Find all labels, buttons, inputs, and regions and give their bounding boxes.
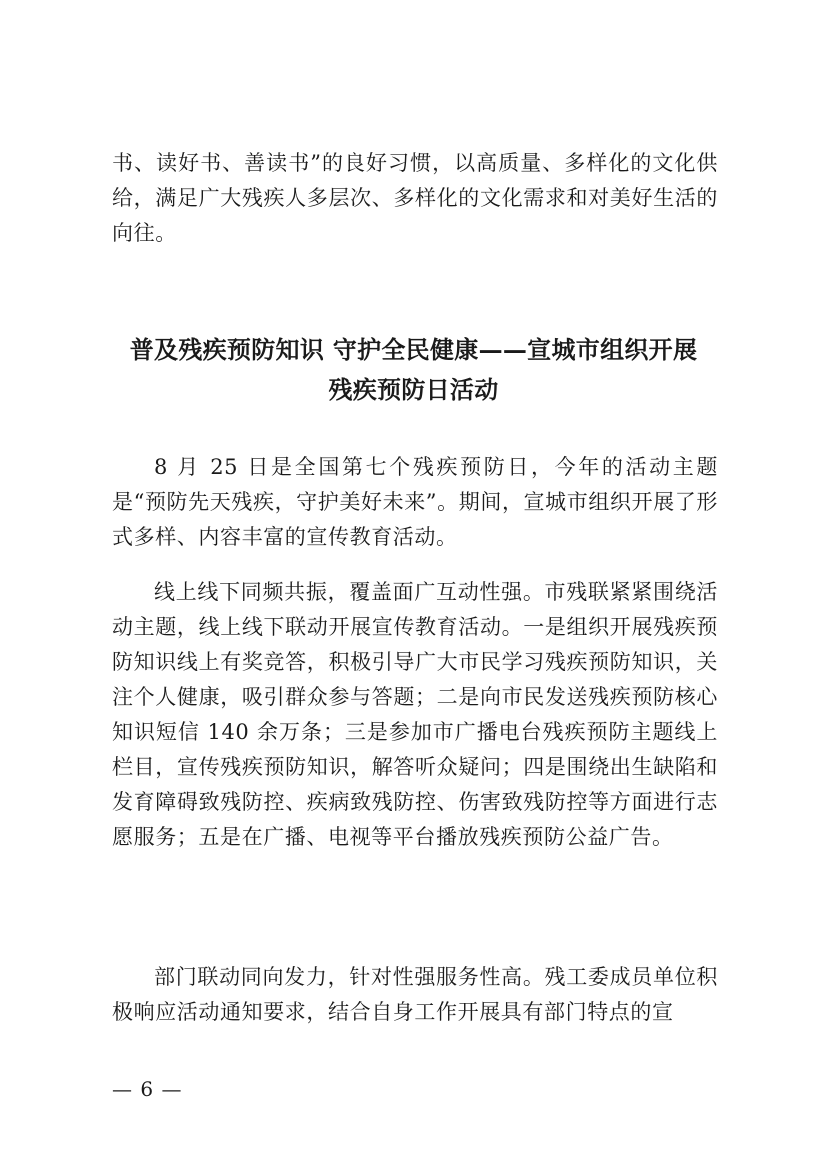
article-paragraph-2: 线上线下同频共振，覆盖面广互动性强。市残联紧紧围绕活动主题，线上线下联动开展宣传教育活动。一是组织开展残疾预防知识线上有奖竞答，积极引导广大市民学习残疾预防知识，关注个人健康，吸引群众参与答题；二是向市民发送残疾预防核心知识短信 140 余万条；三是参加市广播电台残疾预防主题线上栏目，宣传残疾预防知识，解答听众疑问；四是围绕出生缺陷和发育障碍致残防控、疾病致残防控、伤害致残防控等方面进行志愿服务；五是在广播、电视等平台播放残疾预防公益广告。 — [112, 580, 718, 849]
article-title-line-1: 普及残疾预防知识 守护全民健康——宣城市组织开展 — [129, 335, 698, 364]
article-paragraph-1: 8 月 25 日是全国第七个残疾预防日，今年的活动主题是“预防先天残疾，守护美好未来”。期间，宣城市组织开展了形式多样、内容丰富的宣传教育活动。 — [112, 455, 718, 549]
page-number: — 6 — — [112, 1077, 183, 1101]
intro-paragraph: 书、读好书、善读书”的良好习惯，以高质量、多样化的文化供给，满足广大残疾人多层次、多样化的文化需求和对美好生活的向往。 — [112, 151, 718, 245]
article-title — [100, 330, 727, 410]
article-paragraph-3: 部门联动同向发力，针对性强服务性高。残工委成员单位积极响应活动通知要求，结合自身工作开展具有部门特点的宣 — [112, 965, 718, 1024]
article-title-line-2: 残疾预防日活动 — [328, 375, 499, 404]
